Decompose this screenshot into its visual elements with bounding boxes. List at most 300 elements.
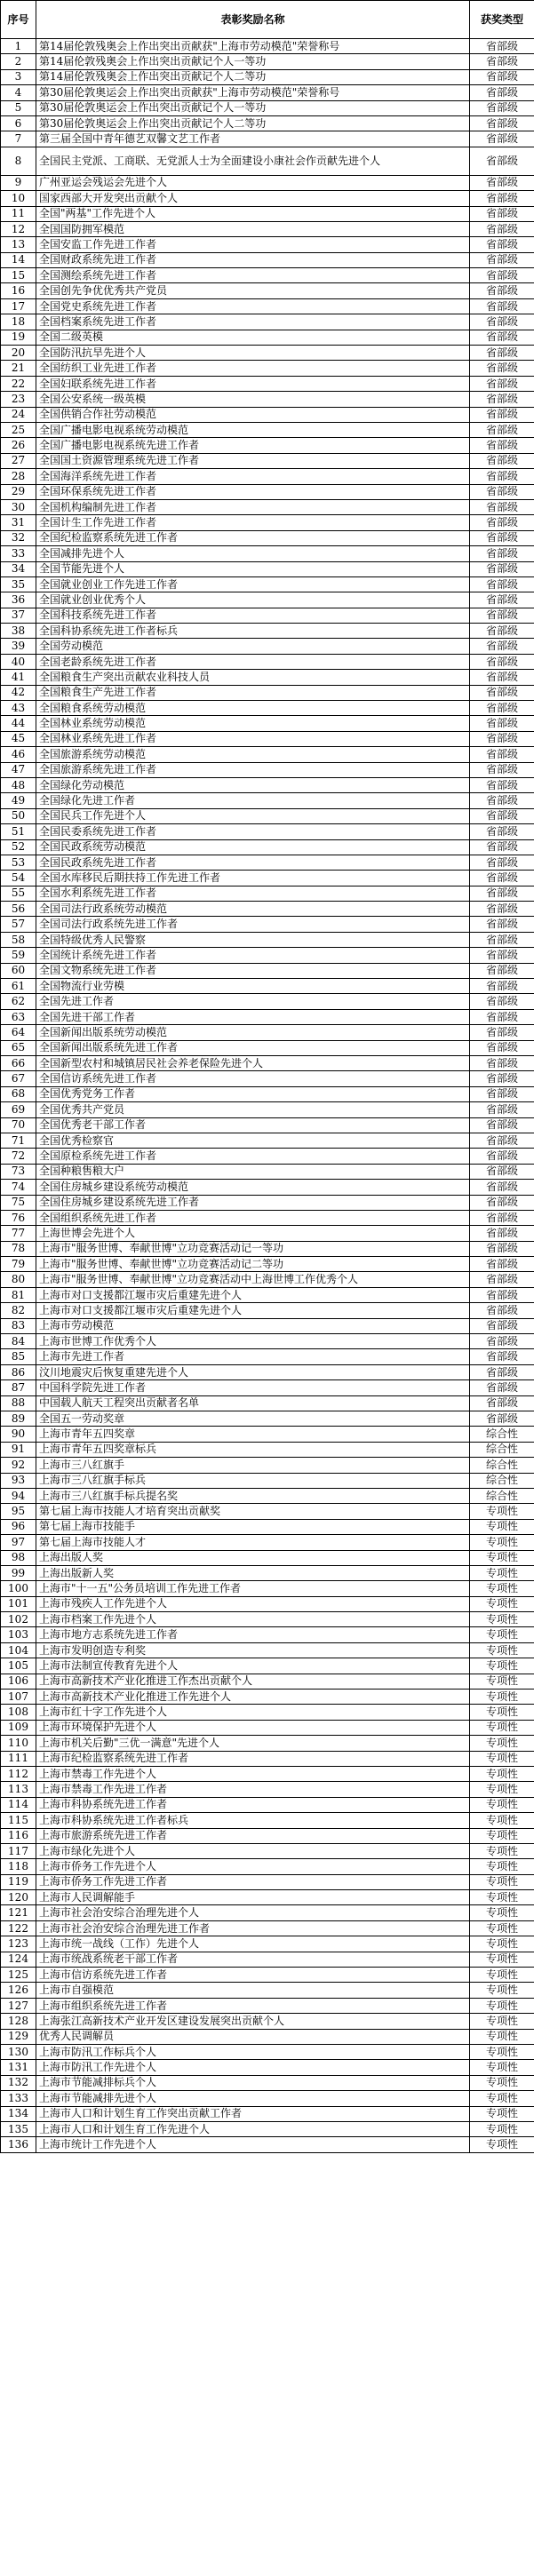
row-number: 112 <box>1 1766 36 1781</box>
award-name: 全国旅游系统劳动模范 <box>36 747 470 762</box>
award-type: 省部级 <box>470 762 534 777</box>
award-name: 全国司法行政系统劳动模范 <box>36 902 470 917</box>
award-type: 专项性 <box>470 1797 534 1812</box>
award-type: 省部级 <box>470 206 534 221</box>
table-row <box>1 1565 534 1580</box>
row-number: 133 <box>1 2091 36 2106</box>
row-number: 38 <box>1 624 36 639</box>
award-name: 中国载人航天工程突出贡献者名单 <box>36 1395 470 1411</box>
table-row <box>1 392 534 407</box>
award-name: 全国新闻出版系统先进工作者 <box>36 1040 470 1055</box>
row-number: 118 <box>1 1859 36 1874</box>
award-name: 上海市侨务工作先进个人 <box>36 1859 470 1874</box>
table-row <box>1 2121 534 2136</box>
award-name: 上海市"服务世博、奉献世博"立功竞赛活动中上海世博工作优秀个人 <box>36 1272 470 1287</box>
award-name: 全国林业系统先进工作者 <box>36 731 470 746</box>
award-type: 省部级 <box>470 346 534 361</box>
table-row <box>1 268 534 283</box>
table-row <box>1 994 534 1009</box>
table-row <box>1 100 534 115</box>
row-number: 59 <box>1 948 36 963</box>
row-number: 121 <box>1 1905 36 1920</box>
row-number: 54 <box>1 871 36 886</box>
award-type: 专项性 <box>470 1612 534 1627</box>
table-row <box>1 237 534 252</box>
row-number: 134 <box>1 2106 36 2121</box>
award-name: 上海市青年五四奖章 <box>36 1427 470 1442</box>
table-row <box>1 1535 534 1550</box>
row-number: 17 <box>1 298 36 314</box>
table-row <box>1 1195 534 1210</box>
row-number: 6 <box>1 115 36 131</box>
award-name: 全国党史系统先进工作者 <box>36 298 470 314</box>
award-name: 上海市先进工作者 <box>36 1349 470 1364</box>
award-name: 上海市统一战线（工作）先进个人 <box>36 1936 470 1952</box>
award-type: 省部级 <box>470 1086 534 1101</box>
row-number: 10 <box>1 191 36 206</box>
table-row <box>1 1905 534 1920</box>
table-row <box>1 639 534 654</box>
award-name: 全国安监工作先进工作者 <box>36 237 470 252</box>
award-name: 上海市人口和计划生育工作突出贡献工作者 <box>36 2106 470 2121</box>
award-type: 专项性 <box>470 1535 534 1550</box>
award-type: 省部级 <box>470 963 534 978</box>
award-type: 专项性 <box>470 1596 534 1611</box>
row-number: 48 <box>1 777 36 792</box>
award-name: 第14届伦敦残奥会上作出突出贡献记个人二等功 <box>36 69 470 84</box>
table-row <box>1 1968 534 1983</box>
award-type: 省部级 <box>470 546 534 561</box>
award-type: 专项性 <box>470 1766 534 1781</box>
award-name: 全国粮食生产突出贡献农业科技人员 <box>36 670 470 685</box>
award-type: 省部级 <box>470 1102 534 1117</box>
award-type: 省部级 <box>470 85 534 100</box>
row-number: 117 <box>1 1843 36 1858</box>
award-name: 上海市三八红旗手标兵提名奖 <box>36 1488 470 1503</box>
award-name: 上海市侨务工作先进工作者 <box>36 1874 470 1889</box>
row-number: 108 <box>1 1705 36 1720</box>
row-number: 130 <box>1 2045 36 2060</box>
award-name: 全国"两基"工作先进个人 <box>36 206 470 221</box>
table-row <box>1 777 534 792</box>
row-number: 67 <box>1 1071 36 1086</box>
row-number: 131 <box>1 2060 36 2075</box>
row-number: 119 <box>1 1874 36 1889</box>
award-name: 上海市旅游系统先进工作者 <box>36 1828 470 1843</box>
table-row <box>1 1612 534 1627</box>
award-type: 省部级 <box>470 1349 534 1364</box>
table-row <box>1 1272 534 1287</box>
award-type: 综合性 <box>470 1458 534 1473</box>
award-name: 上海市法制宣传教育先进个人 <box>36 1658 470 1674</box>
row-number: 115 <box>1 1813 36 1828</box>
row-number: 36 <box>1 592 36 608</box>
row-number: 20 <box>1 346 36 361</box>
award-name: 全国绿化先进工作者 <box>36 793 470 808</box>
table-row <box>1 1998 534 2013</box>
row-number: 127 <box>1 1998 36 2013</box>
table-row <box>1 85 534 100</box>
row-number: 71 <box>1 1133 36 1148</box>
table-row <box>1 762 534 777</box>
award-name: 全国先进干部工作者 <box>36 1009 470 1024</box>
award-type: 省部级 <box>470 777 534 792</box>
header-name: 表彰奖励名称 <box>36 1 470 39</box>
award-name: 上海市三八红旗手 <box>36 1458 470 1473</box>
award-type: 省部级 <box>470 268 534 283</box>
award-type: 省部级 <box>470 147 534 175</box>
table-row <box>1 624 534 639</box>
row-number: 9 <box>1 175 36 190</box>
row-number: 2 <box>1 54 36 69</box>
award-type: 省部级 <box>470 361 534 376</box>
award-name: 全国民政系统先进工作者 <box>36 855 470 870</box>
award-type: 综合性 <box>470 1473 534 1488</box>
table-row <box>1 1828 534 1843</box>
award-type: 专项性 <box>470 1627 534 1642</box>
row-number: 101 <box>1 1596 36 1611</box>
table-row <box>1 839 534 855</box>
award-type: 专项性 <box>470 2029 534 2044</box>
award-type: 专项性 <box>470 1690 534 1705</box>
row-number: 98 <box>1 1550 36 1565</box>
award-name: 全国民委系统先进工作者 <box>36 824 470 839</box>
award-name: 第七届上海市技能人才 <box>36 1535 470 1550</box>
award-type: 省部级 <box>470 484 534 499</box>
table-row <box>1 1504 534 1519</box>
row-number: 95 <box>1 1504 36 1519</box>
row-number: 16 <box>1 283 36 298</box>
table-row <box>1 1334 534 1349</box>
award-type: 省部级 <box>470 376 534 391</box>
award-type: 省部级 <box>470 979 534 994</box>
award-type: 省部级 <box>470 1195 534 1210</box>
award-type: 省部级 <box>470 654 534 669</box>
award-type: 专项性 <box>470 1736 534 1751</box>
row-number: 104 <box>1 1642 36 1658</box>
table-row <box>1 1025 534 1040</box>
row-number: 82 <box>1 1303 36 1318</box>
award-type: 省部级 <box>470 469 534 484</box>
award-name: 全国旅游系统先进工作者 <box>36 762 470 777</box>
award-name: 全国劳动模范 <box>36 639 470 654</box>
row-number: 85 <box>1 1349 36 1364</box>
row-number: 109 <box>1 1720 36 1735</box>
award-type: 专项性 <box>470 1859 534 1874</box>
award-name: 全国减排先进个人 <box>36 546 470 561</box>
table-row <box>1 1488 534 1503</box>
table-row <box>1 407 534 422</box>
award-name: 上海市发明创造专利奖 <box>36 1642 470 1658</box>
award-name: 上海市节能减排先进个人 <box>36 2091 470 2106</box>
award-name: 全国档案系统先进工作者 <box>36 314 470 330</box>
row-number: 102 <box>1 1612 36 1627</box>
row-number: 37 <box>1 608 36 623</box>
row-number: 27 <box>1 453 36 468</box>
row-number: 88 <box>1 1395 36 1411</box>
table-row <box>1 1257 534 1272</box>
row-number: 46 <box>1 747 36 762</box>
table-row <box>1 2075 534 2090</box>
table-row <box>1 283 534 298</box>
award-type: 专项性 <box>470 1782 534 1797</box>
row-number: 97 <box>1 1535 36 1550</box>
row-number: 81 <box>1 1287 36 1302</box>
row-number: 113 <box>1 1782 36 1797</box>
award-name: 上海市科协系统先进工作者 <box>36 1797 470 1812</box>
award-name: 汶川地震灾后恢复重建先进个人 <box>36 1364 470 1379</box>
row-number: 90 <box>1 1427 36 1442</box>
row-number: 116 <box>1 1828 36 1843</box>
table-row <box>1 1303 534 1318</box>
award-type: 省部级 <box>470 422 534 437</box>
table-row <box>1 1364 534 1379</box>
row-number: 62 <box>1 994 36 1009</box>
table-row <box>1 69 534 84</box>
award-type: 专项性 <box>470 2091 534 2106</box>
award-name: 上海市"十一五"公务员培训工作先进工作者 <box>36 1581 470 1596</box>
award-type: 省部级 <box>470 298 534 314</box>
table-row <box>1 469 534 484</box>
table-row <box>1 871 534 886</box>
award-type: 专项性 <box>470 2014 534 2029</box>
award-name: 全国环保系统先进工作者 <box>36 484 470 499</box>
header-no: 序号 <box>1 1 36 39</box>
table-row <box>1 1690 534 1705</box>
award-type: 省部级 <box>470 917 534 932</box>
table-row <box>1 1782 534 1797</box>
table-row <box>1 499 534 514</box>
table-row <box>1 716 534 731</box>
award-name: 全国信访系统先进工作者 <box>36 1071 470 1086</box>
award-type: 省部级 <box>470 1056 534 1071</box>
award-name: 全国文物系统先进工作者 <box>36 963 470 978</box>
row-number: 105 <box>1 1658 36 1674</box>
row-number: 66 <box>1 1056 36 1071</box>
row-number: 74 <box>1 1180 36 1195</box>
table-row <box>1 1411 534 1426</box>
table-row <box>1 917 534 932</box>
award-name: 全国种粮售粮大户 <box>36 1164 470 1179</box>
award-type: 省部级 <box>470 392 534 407</box>
award-type: 省部级 <box>470 1210 534 1225</box>
table-row <box>1 670 534 685</box>
row-number: 132 <box>1 2075 36 2090</box>
award-type: 省部级 <box>470 1272 534 1287</box>
award-type: 专项性 <box>470 1751 534 1766</box>
award-type: 专项性 <box>470 1952 534 1967</box>
table-row <box>1 1149 534 1164</box>
table-row <box>1 576 534 592</box>
row-number: 31 <box>1 515 36 530</box>
table-row <box>1 191 534 206</box>
row-number: 33 <box>1 546 36 561</box>
award-type: 省部级 <box>470 1395 534 1411</box>
award-name: 全国五一劳动奖章 <box>36 1411 470 1426</box>
award-name: 第14届伦敦残奥会上作出突出贡献记个人一等功 <box>36 54 470 69</box>
award-name: 上海市对口支援都江堰市灾后重建先进个人 <box>36 1303 470 1318</box>
table-row <box>1 330 534 345</box>
award-name: 全国住房城乡建设系统先进工作者 <box>36 1195 470 1210</box>
table-row <box>1 1226 534 1241</box>
row-number: 51 <box>1 824 36 839</box>
award-type: 省部级 <box>470 39 534 54</box>
award-type: 专项性 <box>470 1550 534 1565</box>
table-row <box>1 561 534 576</box>
table-row <box>1 1395 534 1411</box>
row-number: 68 <box>1 1086 36 1101</box>
award-type: 专项性 <box>470 2075 534 2090</box>
award-type: 专项性 <box>470 2045 534 2060</box>
table-body <box>1 39 534 2153</box>
table-row <box>1 54 534 69</box>
award-type: 专项性 <box>470 1720 534 1735</box>
award-name: 全国国防拥军模范 <box>36 221 470 236</box>
award-name: 全国优秀老干部工作者 <box>36 1117 470 1133</box>
table-row <box>1 1086 534 1101</box>
award-name: 全国二级英模 <box>36 330 470 345</box>
table-row <box>1 1241 534 1256</box>
award-type: 省部级 <box>470 1241 534 1256</box>
award-type: 省部级 <box>470 314 534 330</box>
award-name: 全国组织系统先进工作者 <box>36 1210 470 1225</box>
row-number: 126 <box>1 1983 36 1998</box>
award-name: 上海市纪检监察系统先进工作者 <box>36 1751 470 1766</box>
row-number: 50 <box>1 808 36 823</box>
row-number: 89 <box>1 1411 36 1426</box>
award-name: 上海市节能减排标兵个人 <box>36 2075 470 2090</box>
award-type: 省部级 <box>470 499 534 514</box>
table-row <box>1 453 534 468</box>
row-number: 86 <box>1 1364 36 1379</box>
table-row <box>1 701 534 716</box>
award-type: 省部级 <box>470 747 534 762</box>
table-row <box>1 221 534 236</box>
award-type: 省部级 <box>470 808 534 823</box>
table-row <box>1 1180 534 1195</box>
table-row <box>1 1751 534 1766</box>
award-type: 省部级 <box>470 994 534 1009</box>
table-row <box>1 252 534 267</box>
award-name: 上海市社会治安综合治理先进个人 <box>36 1905 470 1920</box>
award-name: 上海市三八红旗手标兵 <box>36 1473 470 1488</box>
award-type: 专项性 <box>470 1519 534 1534</box>
award-name: 全国林业系统劳动模范 <box>36 716 470 731</box>
table-row <box>1 1581 534 1596</box>
row-number: 34 <box>1 561 36 576</box>
table-row <box>1 484 534 499</box>
table-row <box>1 1442 534 1457</box>
award-name: 全国特级优秀人民警察 <box>36 932 470 947</box>
row-number: 136 <box>1 2137 36 2152</box>
table-row <box>1 948 534 963</box>
row-number: 114 <box>1 1797 36 1812</box>
table-row <box>1 515 534 530</box>
row-number: 21 <box>1 361 36 376</box>
table-row <box>1 2029 534 2044</box>
table-row <box>1 731 534 746</box>
award-name: 全国科协系统先进工作者标兵 <box>36 624 470 639</box>
award-name: 全国物流行业劳模 <box>36 979 470 994</box>
award-name: 全国水利系统先进工作者 <box>36 886 470 901</box>
award-name: 上海市绿化先进个人 <box>36 1843 470 1858</box>
award-name: 上海市"服务世博、奉献世博"立功竞赛活动记一等功 <box>36 1241 470 1256</box>
table-row <box>1 1813 534 1828</box>
award-type: 省部级 <box>470 100 534 115</box>
award-name: 上海市劳动模范 <box>36 1318 470 1333</box>
award-name: 第七届上海市技能手 <box>36 1519 470 1534</box>
award-name: 全国海洋系统先进工作者 <box>36 469 470 484</box>
row-number: 84 <box>1 1334 36 1349</box>
table-row <box>1 546 534 561</box>
award-type: 综合性 <box>470 1442 534 1457</box>
table-row <box>1 438 534 453</box>
row-number: 18 <box>1 314 36 330</box>
award-name: 中国科学院先进工作者 <box>36 1380 470 1395</box>
award-type: 省部级 <box>470 1334 534 1349</box>
award-name: 全国粮食系统劳动模范 <box>36 701 470 716</box>
table-row <box>1 793 534 808</box>
table-row <box>1 824 534 839</box>
row-number: 40 <box>1 654 36 669</box>
row-number: 65 <box>1 1040 36 1055</box>
table-row <box>1 361 534 376</box>
table-row <box>1 1473 534 1488</box>
award-name: 全国统计系统先进工作者 <box>36 948 470 963</box>
row-number: 35 <box>1 576 36 592</box>
table-row <box>1 932 534 947</box>
award-type: 省部级 <box>470 670 534 685</box>
award-name: 全国先进工作者 <box>36 994 470 1009</box>
award-name: 上海市档案工作先进个人 <box>36 1612 470 1627</box>
award-type: 省部级 <box>470 576 534 592</box>
row-number: 5 <box>1 100 36 115</box>
row-number: 39 <box>1 639 36 654</box>
table-row <box>1 39 534 54</box>
award-name: 上海市残疾人工作先进个人 <box>36 1596 470 1611</box>
table-row <box>1 1318 534 1333</box>
award-name: 全国司法行政系统先进工作者 <box>36 917 470 932</box>
award-name: 全国纪检监察系统先进工作者 <box>36 530 470 545</box>
award-type: 省部级 <box>470 1117 534 1133</box>
row-number: 76 <box>1 1210 36 1225</box>
table-row <box>1 314 534 330</box>
row-number: 29 <box>1 484 36 499</box>
row-number: 24 <box>1 407 36 422</box>
table-row <box>1 2060 534 2075</box>
table-row <box>1 1056 534 1071</box>
award-name: 全国机构编制先进工作者 <box>36 499 470 514</box>
award-name: 上海市环境保护先进个人 <box>36 1720 470 1735</box>
row-number: 4 <box>1 85 36 100</box>
award-name: 全国广播电影电视系统劳动模范 <box>36 422 470 437</box>
row-number: 100 <box>1 1581 36 1596</box>
row-number: 43 <box>1 701 36 716</box>
award-name: 全国水库移民后期扶持工作先进工作者 <box>36 871 470 886</box>
table-row <box>1 1952 534 1967</box>
award-name: 上海市禁毒工作先进个人 <box>36 1766 470 1781</box>
table-row <box>1 1890 534 1905</box>
row-number: 128 <box>1 2014 36 2029</box>
award-type: 省部级 <box>470 824 534 839</box>
award-name: 上海市信访系统先进工作者 <box>36 1968 470 1983</box>
row-number: 56 <box>1 902 36 917</box>
table-row <box>1 1009 534 1024</box>
award-name: 上海市组织系统先进工作者 <box>36 1998 470 2013</box>
award-type: 专项性 <box>470 1674 534 1689</box>
award-name: 上海市机关后勤"三优一满意"先进个人 <box>36 1736 470 1751</box>
table-row <box>1 747 534 762</box>
